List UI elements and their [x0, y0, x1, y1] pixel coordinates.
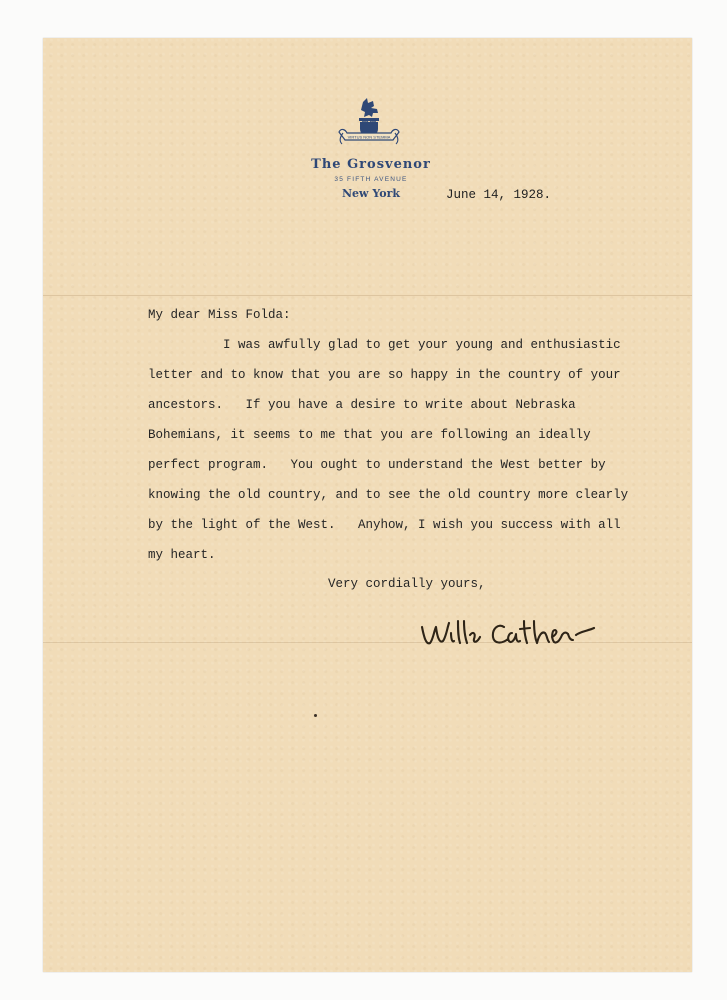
fold-line-upper: [43, 295, 692, 296]
body-line: perfect program. You ought to understand the West better by: [148, 458, 606, 472]
paper-speck: [314, 714, 317, 717]
salutation: My dear Miss Folda:: [148, 308, 291, 322]
letter-sheet: [43, 38, 692, 972]
body-line: my heart.: [148, 548, 216, 562]
letter-date: June 14, 1928.: [446, 188, 552, 202]
body-line: by the light of the West. Anyhow, I wish you success with all: [148, 518, 621, 532]
crest-emblem-icon: [333, 96, 405, 152]
letterhead-address: 35 FIFTH AVENUE: [334, 176, 408, 183]
body-line: letter and to know that you are so happy in the country of your: [148, 368, 621, 382]
body-line: I was awfully glad to get your young and enthusiastic: [148, 338, 621, 352]
body-line: ancestors. If you have a desire to write about Nebraska: [148, 398, 576, 412]
body-line: Bohemians, it seems to me that you are following an ideally: [148, 428, 591, 442]
handwritten-signature: [418, 613, 608, 653]
body-line: knowing the old country, and to see the old country more clearly: [148, 488, 629, 502]
letterhead-name: The Grosvenor: [311, 157, 431, 172]
closing: Very cordially yours,: [328, 577, 486, 591]
letterhead-city: New York: [341, 187, 400, 200]
crest-motto: VIRTUS NON STEMMA: [347, 134, 391, 140]
